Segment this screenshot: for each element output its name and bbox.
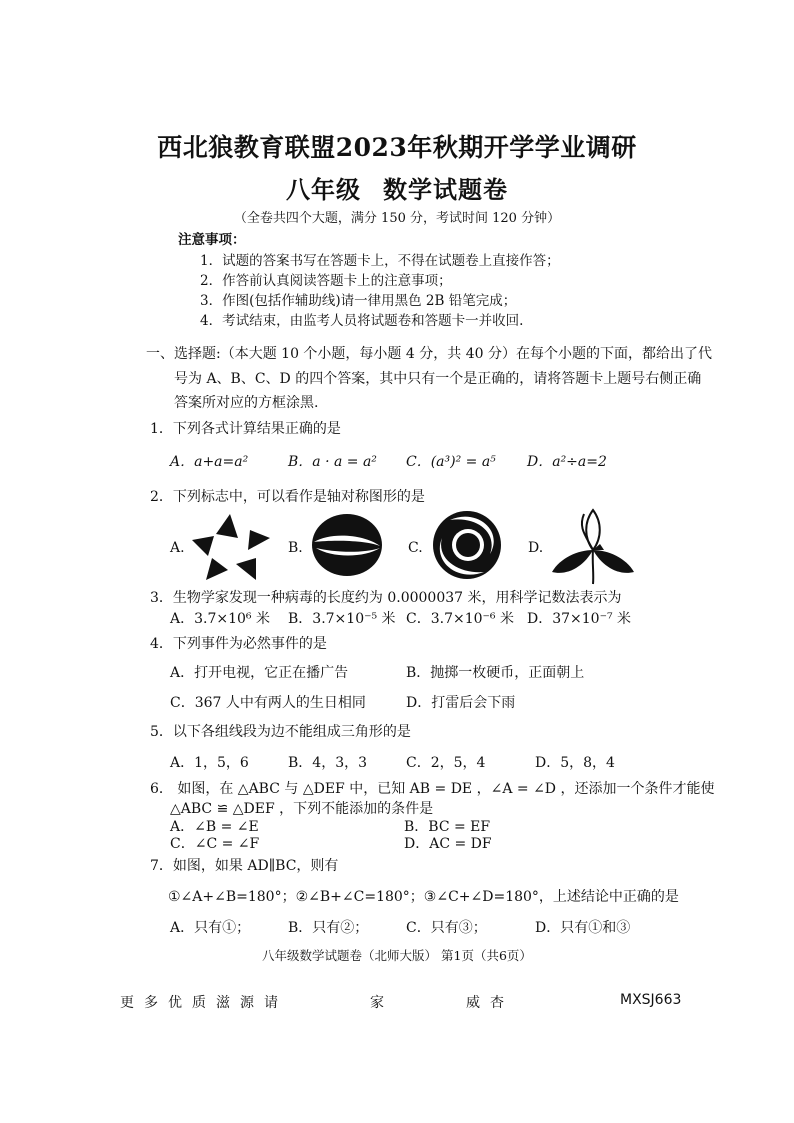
- option-a: A．3.7×10⁶ 米: [170, 611, 270, 627]
- question-stem: 4．下列事件为必然事件的是: [150, 636, 327, 652]
- note-item: 1．试题的答案书写在答题卡上，不得在试题卷上直接作答；: [200, 253, 560, 269]
- option-b: B．3.7×10⁻⁵ 米: [288, 611, 396, 627]
- option-d: D．37×10⁻⁷ 米: [527, 611, 632, 627]
- option-b: B．只有②；: [288, 920, 369, 936]
- question-stem: 1．下列各式计算结果正确的是: [150, 421, 341, 437]
- exam-info: （全卷共四个大题，满分 150 分，考试时间 120 分钟）: [233, 211, 561, 226]
- section1-intro: 号为 A、B、C、D 的四个答案，其中只有一个是正确的，请将答题卡上题号右侧正确: [174, 371, 702, 387]
- question-stem: 6． 如图，在 △ABC 与 △DEF 中，已知 AB = DE ，∠A = ∠D ，还添加一个条件才能使: [150, 781, 715, 797]
- option-b: B．a · a = a²: [288, 454, 377, 470]
- option-d: D．打雷后会下雨: [406, 695, 516, 711]
- note-item: 3．作图(包括作辅助线)请一律用黑色 2B 铅笔完成；: [200, 293, 517, 309]
- option-b: B．4，3，3: [288, 755, 368, 771]
- star-arrows-logo-icon: [190, 512, 272, 582]
- option-a: A.: [170, 540, 185, 556]
- section1-intro: 答案所对应的方框涂黑.: [174, 395, 319, 411]
- option-b: B．BC = EF: [404, 819, 491, 835]
- bottom-text-left: 更多优质滋源请: [120, 995, 288, 1011]
- bottom-code: MXSJ663: [620, 992, 682, 1008]
- option-d: D．AC = DF: [404, 836, 492, 852]
- section1-intro: 一、选择题:（本大题 10 个小题，每小题 4 分，共 40 分）在每个小题的下面，都给出了代: [146, 346, 712, 362]
- exam-subtitle: [0, 170, 794, 205]
- bottom-text-mid: 家: [370, 995, 394, 1011]
- option-b: B．抛掷一枚硬币，正面朝上: [406, 665, 585, 681]
- option-d: D．5，8，4: [535, 755, 615, 771]
- option-a: A．只有①；: [170, 920, 251, 936]
- option-d: D.: [528, 540, 544, 556]
- option-c: C．367 人中有两人的生日相同: [170, 695, 366, 711]
- subject-label: 数学试题卷: [383, 175, 508, 204]
- option-d: D．a²÷a=2: [527, 454, 607, 470]
- question-stem: 5．以下各组线段为边不能组成三角形的是: [150, 724, 411, 740]
- option-a: A．打开电视，它正在播广告: [170, 665, 349, 681]
- option-a: A．a+a=a²: [170, 454, 249, 470]
- question-stem: 3．生物学家发现一种病毒的长度约为 0.0000037 米，用科学记数法表示为: [150, 590, 622, 606]
- bottom-text-mid: 威杏: [466, 995, 514, 1011]
- eye-circle-logo-icon: [430, 510, 504, 580]
- note-item: 2．作答前认真阅读答题卡上的注意事项；: [200, 273, 452, 289]
- exam-title: 西北狼教育联盟2023年秋期开学学业调研: [157, 133, 637, 162]
- question-stem: △ABC ≌ △DEF ，下列不能添加的条件是: [170, 801, 434, 817]
- option-d: D．只有①和③: [535, 920, 631, 936]
- option-b: B.: [288, 540, 303, 556]
- option-a: A．∠B = ∠E: [170, 819, 259, 835]
- page-footer: 八年级数学试题卷（北师大版） 第1页（共6页）: [262, 948, 532, 963]
- notes-heading: 注意事项：: [178, 232, 246, 248]
- option-c: C．(a³)² = a⁵: [406, 454, 496, 470]
- question-stem: 7．如图，如果 AD∥BC，则有: [150, 858, 339, 874]
- split-circle-logo-icon: [310, 512, 384, 578]
- option-c: C．3.7×10⁻⁶ 米: [406, 611, 514, 627]
- option-c: C.: [408, 540, 423, 556]
- question-stem: ①∠A+∠B=180°；②∠B+∠C=180°；③∠C+∠D=180°，上述结论中正确的是: [168, 889, 679, 905]
- option-c: C．∠C = ∠F: [170, 836, 260, 852]
- question-stem: 2．下列标志中，可以看作是轴对称图形的是: [150, 489, 425, 505]
- option-c: C．2，5，4: [406, 755, 486, 771]
- option-c: C．只有③；: [406, 920, 487, 936]
- three-leaf-logo-icon: [548, 506, 638, 586]
- note-item: 4．考试结束，由监考人员将试题卷和答题卡一并收回.: [200, 313, 524, 329]
- option-a: A．1，5，6: [170, 755, 249, 771]
- grade-label: 八年级: [286, 175, 361, 204]
